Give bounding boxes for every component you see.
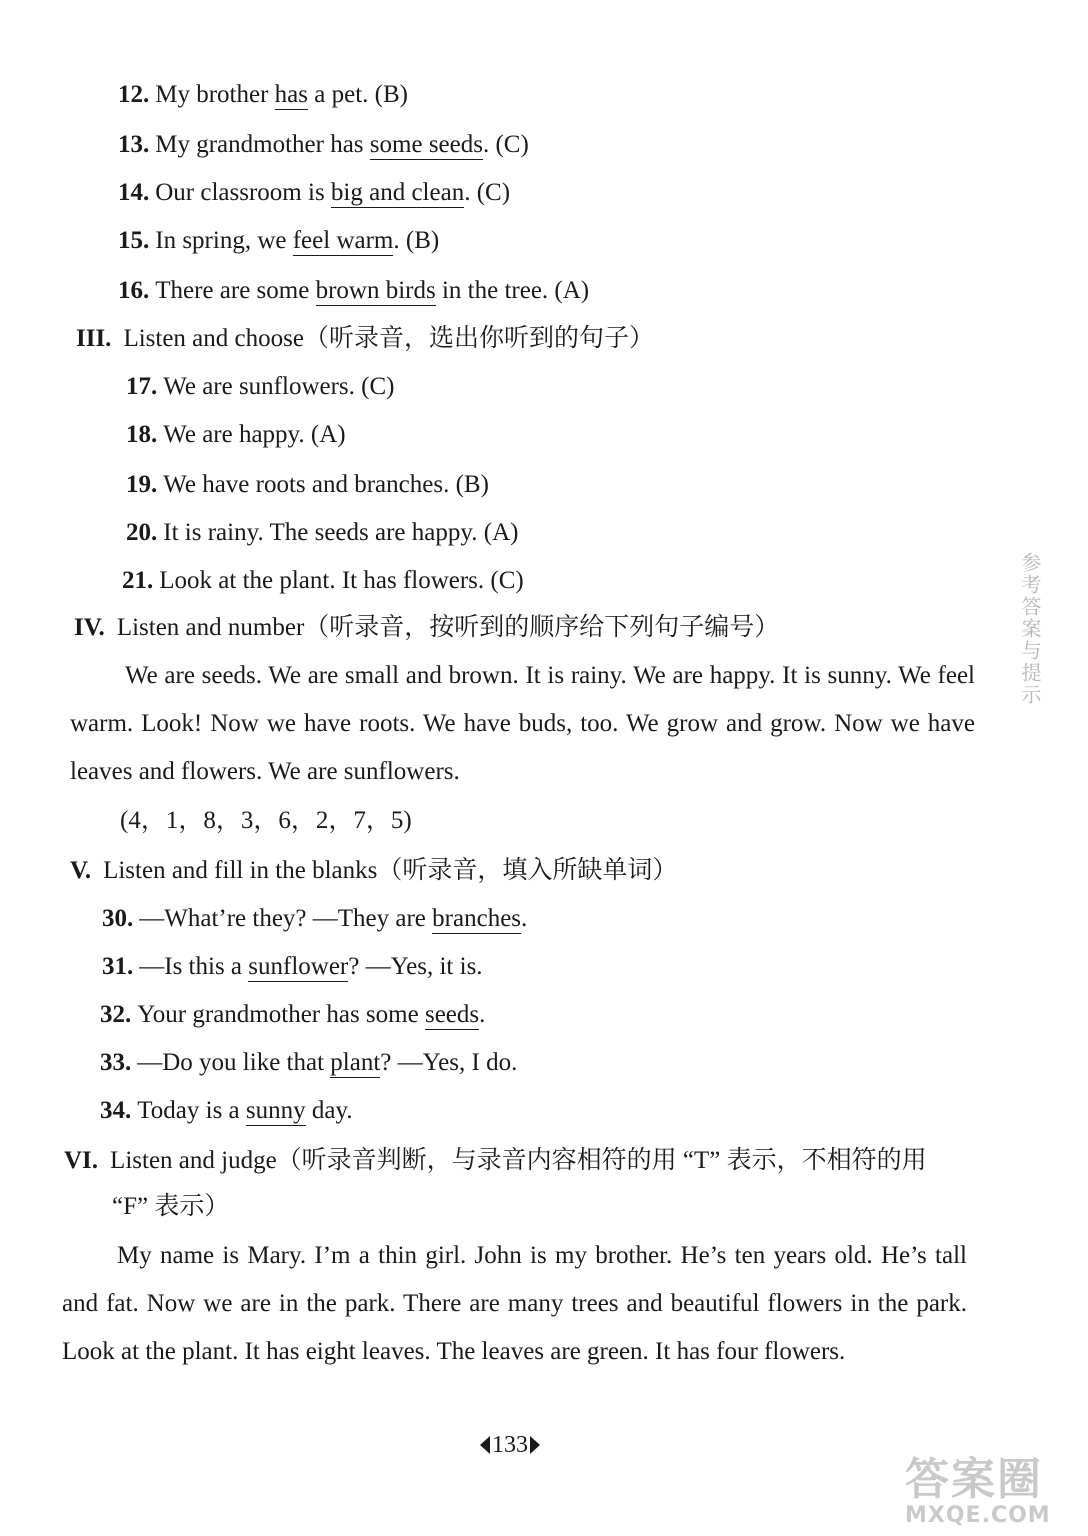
section-4-passage xyxy=(70,652,975,796)
item-text: in the tree. (A) xyxy=(435,277,590,304)
item-number: 15. xyxy=(118,227,150,254)
underlined-answer: some seeds xyxy=(369,131,483,158)
item-14 xyxy=(118,178,510,208)
underlined-answer: plant xyxy=(330,1049,381,1076)
item-number: 32. xyxy=(100,1001,132,1028)
item-number: 17. xyxy=(126,373,158,400)
item-32 xyxy=(100,1000,485,1030)
section-6-heading xyxy=(64,1146,927,1176)
underlined-answer: brown birds xyxy=(315,277,436,304)
item-text: We are happy. (A) xyxy=(163,421,346,448)
item-15 xyxy=(118,226,439,256)
item-text: Today is a xyxy=(137,1097,246,1124)
item-number: 19. xyxy=(126,471,158,498)
page-number-text: 133 xyxy=(492,1432,528,1458)
item-text: Look at the plant. It has flowers. (C) xyxy=(159,567,524,594)
item-number: 33. xyxy=(100,1049,132,1076)
item-text: . (B) xyxy=(393,227,440,254)
section-number: III. xyxy=(76,325,112,352)
underlined-answer: sunny xyxy=(245,1097,306,1124)
item-33 xyxy=(100,1048,517,1078)
left-triangle-icon xyxy=(480,1436,490,1454)
item-13 xyxy=(118,130,529,160)
item-text: Our classroom is xyxy=(155,179,331,206)
right-triangle-icon xyxy=(530,1436,540,1454)
item-text: . (C) xyxy=(464,179,511,206)
item-text: a pet. (B) xyxy=(308,81,408,108)
item-30 xyxy=(102,904,527,934)
underlined-answer: seeds xyxy=(424,1001,480,1028)
item-text: We have roots and branches. (B) xyxy=(163,471,489,498)
section-number: IV. xyxy=(74,614,105,641)
section-title: Listen and fill in the blanks（听录音，填入所缺单词） xyxy=(103,857,678,884)
watermark xyxy=(905,1455,1075,1527)
item-text: —What’re they? —They are xyxy=(139,905,433,932)
item-text: . xyxy=(479,1001,486,1028)
section-6-heading-cont: “F” 表示） xyxy=(112,1193,230,1220)
watermark-logo: 答案圈 xyxy=(905,1454,1043,1505)
item-19 xyxy=(126,470,489,500)
item-text: day. xyxy=(305,1097,353,1124)
item-number: 34. xyxy=(100,1097,132,1124)
passage-text: We are seeds. We are small and brown. It is rainy. We are happy. It is sunny. We feel warm. Look! Now we have roots. We have buds, too. We grow and grow. Now we have leaves and flowers. We are sunflowers. xyxy=(70,662,975,785)
section-number: V. xyxy=(70,857,92,884)
item-31 xyxy=(102,952,483,982)
item-number: 14. xyxy=(118,179,150,206)
item-text: My brother xyxy=(155,81,275,108)
item-number: 21. xyxy=(122,567,154,594)
item-number: 18. xyxy=(126,421,158,448)
item-text: There are some xyxy=(155,277,316,304)
item-21 xyxy=(122,566,524,596)
underlined-answer: big and clean xyxy=(330,179,465,206)
section-title: Listen and judge（听录音判断，与录音内容相符的用 “T” 表示，不相符的用 xyxy=(110,1147,927,1174)
item-34 xyxy=(100,1096,353,1126)
underlined-answer: branches xyxy=(432,905,522,932)
section-5-heading xyxy=(70,856,677,886)
item-text: It is rainy. The seeds are happy. (A) xyxy=(163,519,519,546)
item-16 xyxy=(118,276,589,306)
underlined-answer: sunflower xyxy=(248,953,349,980)
section-number: VI. xyxy=(64,1147,99,1174)
item-text: My grandmother has xyxy=(155,131,370,158)
watermark-url: MXQE.COM xyxy=(905,1503,1051,1528)
item-text: . xyxy=(521,905,528,932)
side-margin-text: 参考答案与提示 xyxy=(1018,552,1042,706)
item-text: ? —Yes, it is. xyxy=(348,953,483,980)
passage-text: My name is Mary. I’m a thin girl. John is my brother. He’s ten years old. He’s tall and fat. Now we are in the park. There are many trees and beautiful flowers in the park. Look at the plant. It has eight leaves. The leaves are green. It has four flowers. xyxy=(62,1242,967,1365)
section-3-heading xyxy=(76,324,654,354)
page-number xyxy=(480,1432,540,1459)
item-number: 30. xyxy=(102,905,134,932)
item-number: 31. xyxy=(102,953,134,980)
item-18 xyxy=(126,420,346,450)
item-text: ? —Yes, I do. xyxy=(380,1049,518,1076)
section-title: Listen and number（听录音，按听到的顺序给下列句子编号） xyxy=(116,614,780,641)
item-17 xyxy=(126,372,395,402)
item-text: In spring, we xyxy=(155,227,293,254)
item-12 xyxy=(118,80,408,110)
section-title: Listen and choose（听录音，选出你听到的句子） xyxy=(123,325,654,352)
item-text: Your grandmother has some xyxy=(137,1001,425,1028)
item-text: . (C) xyxy=(482,131,529,158)
section-6-passage xyxy=(62,1232,967,1376)
item-number: 12. xyxy=(118,81,150,108)
item-number: 16. xyxy=(118,277,150,304)
item-text: We are sunflowers. (C) xyxy=(163,373,395,400)
item-number: 20. xyxy=(126,519,158,546)
underlined-answer: has xyxy=(274,81,308,108)
section-4-heading xyxy=(74,613,779,643)
item-text: —Do you like that xyxy=(137,1049,331,1076)
section-4-answer: (4，1，8，3，6，2，7，5) xyxy=(120,807,412,834)
item-text: —Is this a xyxy=(139,953,249,980)
item-number: 13. xyxy=(118,131,150,158)
item-20 xyxy=(126,518,518,548)
underlined-answer: feel warm xyxy=(292,227,394,254)
